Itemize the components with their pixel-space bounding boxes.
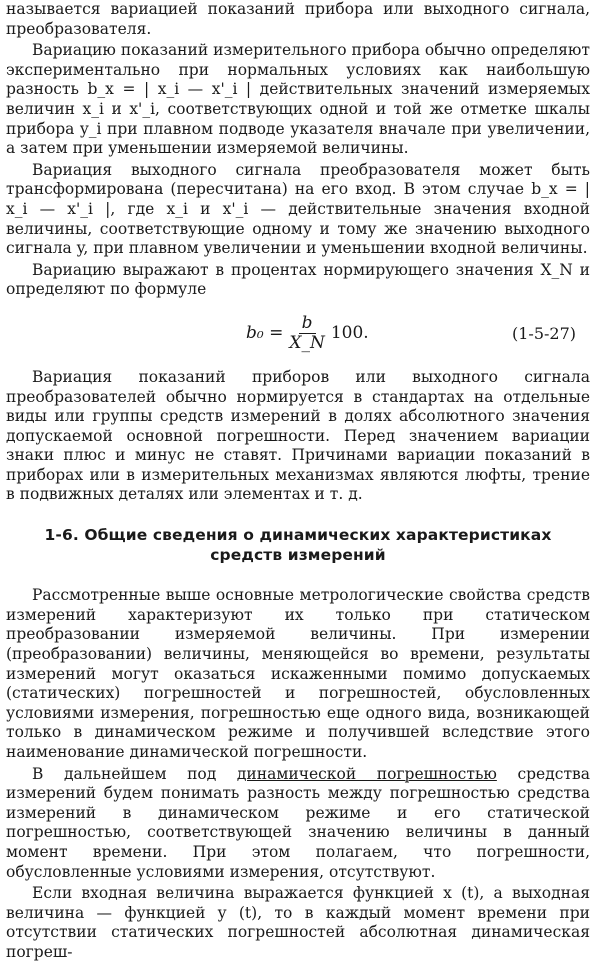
formula-lhs: b₀ = bbox=[246, 322, 284, 343]
paragraph-variation-normalization: Вариация показаний приборов или выходного сигнала преобразователей обычно нормируется в стандартах на отдельные виды или группы средств измерений в долях абсолютного значения допускаемой основной погрешности. Перед значением вариации знаки плюс и минус не ставят. Причинами вариации показаний в приборах или в измерительных механизмах являются люфты, трение в подвижных деталях или элементах и т. д. bbox=[6, 367, 590, 504]
underlined-term: динамической погрешностью bbox=[236, 764, 497, 783]
section-title-line-1: 1-6. Общие сведения о динамических характеристиках bbox=[44, 526, 552, 545]
section-title-line-2: средств измерений bbox=[210, 545, 386, 564]
formula-fraction bbox=[286, 314, 327, 353]
formula bbox=[246, 314, 369, 353]
section-heading bbox=[6, 526, 590, 565]
formula-numerator: b bbox=[299, 314, 316, 334]
paragraph-dynamic-intro: Рассмотренные выше основные метрологические свойства средств измерений характеризуют их только при статическом преобразовании измеряемой величины. При измерении (преобразовании) величины, меняющейся во времени, результаты измерений могут оказаться искаженными помимо допускаемых (статических) погрешностей и погрешностей, обусловленных условиями измерения, погрешностью еще одного вида, возникающей только в динамическом режиме и получившей вследствие этого наименование динамической погрешности. bbox=[6, 586, 590, 761]
paragraph-variation-definition-end: называется вариацией показаний прибора или выходного сигнала, преобразователя. bbox=[6, 0, 590, 38]
paragraph-dynamic-error-definition: В дальнейшем под динамической погрешностью средства измерений будем понимать разность между погрешностью средства измерений в динамическом режиме и его статической погрешностью, соответствующей значению величины в данный момент времени. При этом полагаем, что погрешности, обусловленные условиями измерения, отсутствуют. bbox=[6, 764, 590, 881]
formula-factor: 100. bbox=[330, 322, 369, 343]
formula-denominator: X_N bbox=[289, 332, 325, 353]
formula-block bbox=[6, 304, 590, 362]
paragraph-instrument-variation: Вариацию показаний измерительного прибора обычно определяют экспериментально при нормальных условиях как наибольшую разность b_x = | x_i — x'_i | действительных значений измеряемых величин x_i и x'_i, соответствующих одной и той же отметке шкалы прибора y_i при плавном подводе указателя вначале при увеличении, а затем при уменьшении измеряемой величины. bbox=[6, 41, 590, 158]
paragraph-variation-percent: Вариацию выражают в процентах нормирующего значения X_N и определяют по формуле bbox=[6, 260, 590, 299]
equation-number: (1-5-27) bbox=[511, 323, 576, 343]
paragraph-input-output-functions: Если входная величина выражается функцией x (t), а выходная величина — функцией y (t), то в каждый момент времени при отсутствии статических погрешностей абсолютная динамическая погреш- bbox=[6, 884, 590, 961]
paragraph-converter-variation: Вариация выходного сигнала преобразователя может быть трансформирована (пересчитана) на его вход. В этом случае b_x = | x_i — x'_i |, где x_i и x'_i — действительные значения входной величины, соответствующие одному и тому же значению выходного сигнала y, при плавном увеличении и уменьшении входной величины. bbox=[6, 160, 590, 258]
